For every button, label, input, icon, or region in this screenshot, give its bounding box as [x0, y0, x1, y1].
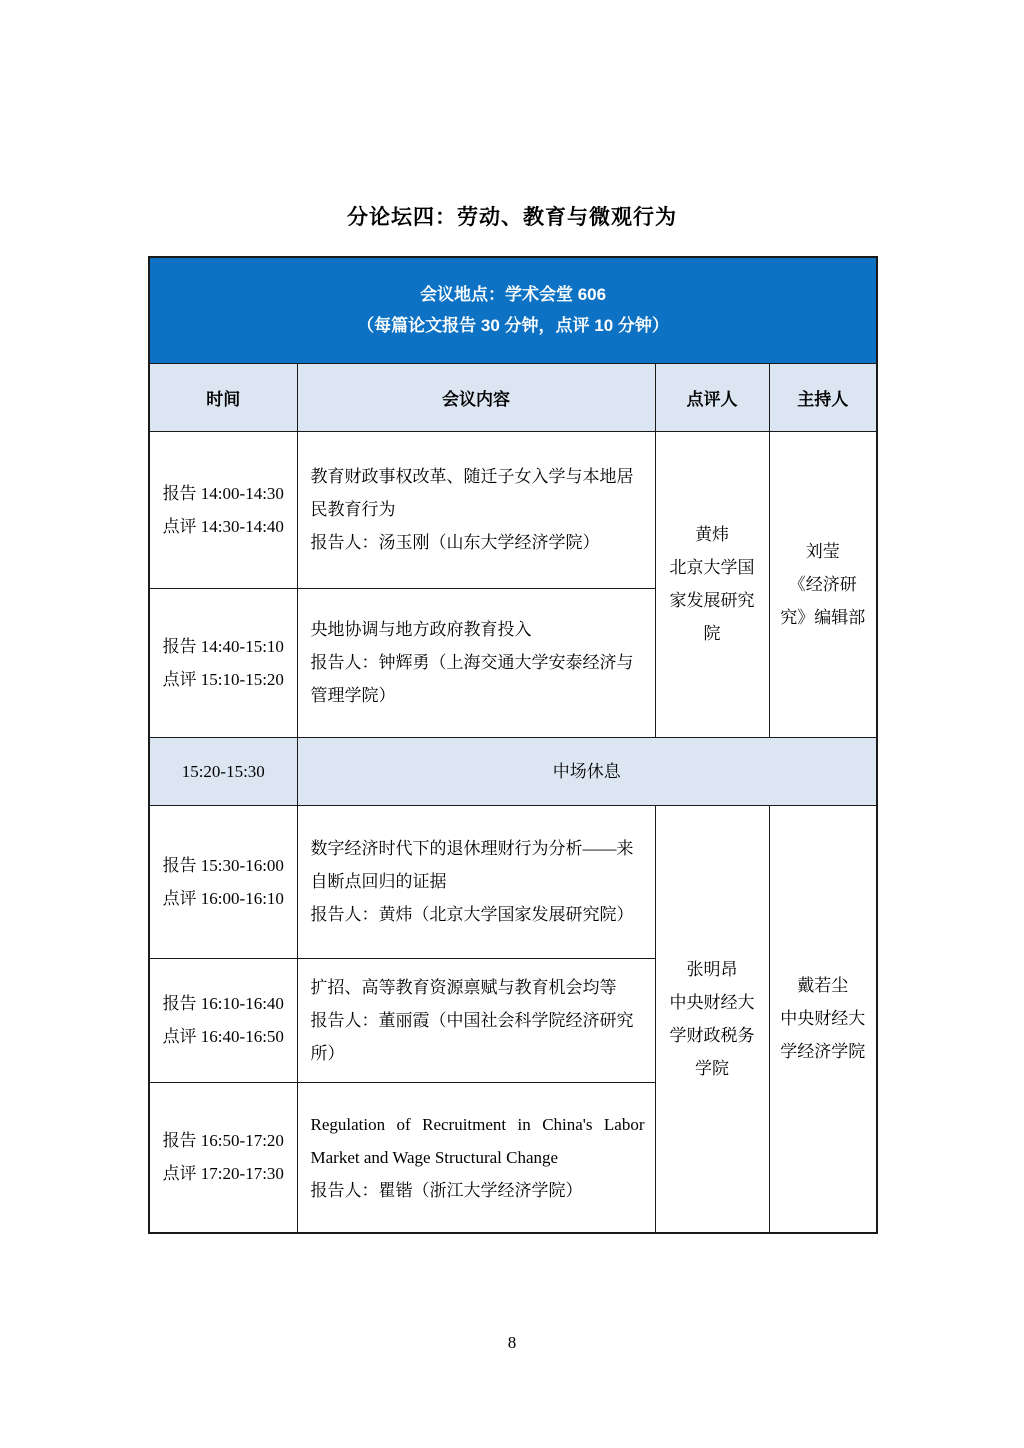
page-number: 8 — [507, 1333, 517, 1352]
time-cell — [149, 958, 297, 1082]
host-affiliation: 中央财经大学经济学院 — [780, 1009, 866, 1062]
column-header-content: 会议内容 — [297, 363, 655, 431]
comment-time: 点评 17:20-17:30 — [162, 1164, 284, 1184]
commentator-affiliation: 中央财经大学财政税务学院 — [669, 992, 755, 1078]
column-header-time: 时间 — [149, 363, 297, 431]
table-row — [149, 431, 877, 588]
host-name: 戴若尘 — [797, 976, 849, 996]
break-row — [149, 737, 877, 805]
page-title: 分论坛四：劳动、教育与微观行为 — [347, 206, 677, 229]
time-cell — [149, 1082, 297, 1233]
venue-line: 会议地点：学术会堂 606 — [419, 285, 607, 305]
host-cell — [769, 805, 877, 1233]
content-cell — [297, 958, 655, 1082]
table-header-row — [149, 363, 877, 431]
comment-time: 点评 16:00-16:10 — [162, 888, 284, 908]
column-header-host: 主持人 — [769, 363, 877, 431]
host-affiliation: 《经济研究》编辑部 — [780, 574, 866, 627]
schedule-table — [148, 256, 878, 1234]
report-time: 报告 16:50-17:20 — [162, 1131, 284, 1151]
host-name: 刘莹 — [805, 541, 840, 561]
talk-presenter: 报告人：汤玉刚（山东大学经济学院） — [310, 533, 600, 552]
talk-presenter: 报告人：钟辉勇（上海交通大学安泰经济与管理学院） — [310, 653, 634, 705]
talk-title: 扩招、高等教育资源禀赋与教育机会均等 — [310, 977, 617, 997]
host-cell — [769, 431, 877, 737]
content-cell — [297, 805, 655, 958]
time-cell — [149, 805, 297, 958]
commentator-cell — [655, 805, 769, 1233]
venue-banner — [149, 257, 877, 363]
talk-presenter: 报告人：董丽霞（中国社会科学院经济研究所） — [310, 1010, 634, 1063]
commentator-name: 黄炜 — [695, 525, 729, 544]
table-banner-row — [149, 257, 877, 363]
comment-time: 点评 15:10-15:20 — [162, 669, 284, 689]
commentator-affiliation: 北京大学国家发展研究院 — [669, 558, 755, 643]
content-cell — [297, 1082, 655, 1233]
report-time: 报告 15:30-16:00 — [162, 855, 284, 875]
talk-title: 教育财政事权改革、随迁子女入学与本地居民教育行为 — [310, 467, 634, 519]
report-time: 报告 16:10-16:40 — [162, 994, 284, 1013]
talk-presenter: 报告人：瞿锴（浙江大学经济学院） — [310, 1180, 583, 1200]
talk-presenter: 报告人：黄炜（北京大学国家发展研究院） — [310, 905, 634, 924]
table-row — [149, 805, 877, 958]
time-cell — [149, 588, 297, 737]
time-cell — [149, 431, 297, 588]
talk-title: 数字经济时代下的退休理财行为分析——来自断点回归的证据 — [310, 839, 634, 891]
content-cell — [297, 431, 655, 588]
content-cell — [297, 588, 655, 737]
comment-time: 点评 16:40-16:50 — [162, 1027, 284, 1046]
duration-line: （每篇论文报告 30 分钟，点评 10 分钟） — [357, 316, 669, 336]
report-time: 报告 14:40-15:10 — [162, 636, 284, 656]
commentator-name: 张明昂 — [686, 959, 738, 979]
column-header-commentator: 点评人 — [655, 363, 769, 431]
comment-time: 点评 14:30-14:40 — [162, 516, 284, 536]
break-time-cell: 15:20-15:30 — [149, 737, 297, 805]
talk-title: Regulation of Recruitment in China's Labor Market and Wage Structural Change — [310, 1114, 645, 1167]
talk-title: 央地协调与地方政府教育投入 — [310, 620, 532, 639]
commentator-cell — [655, 431, 769, 737]
break-label-cell: 中场休息 — [297, 737, 877, 805]
report-time: 报告 14:00-14:30 — [162, 483, 284, 503]
